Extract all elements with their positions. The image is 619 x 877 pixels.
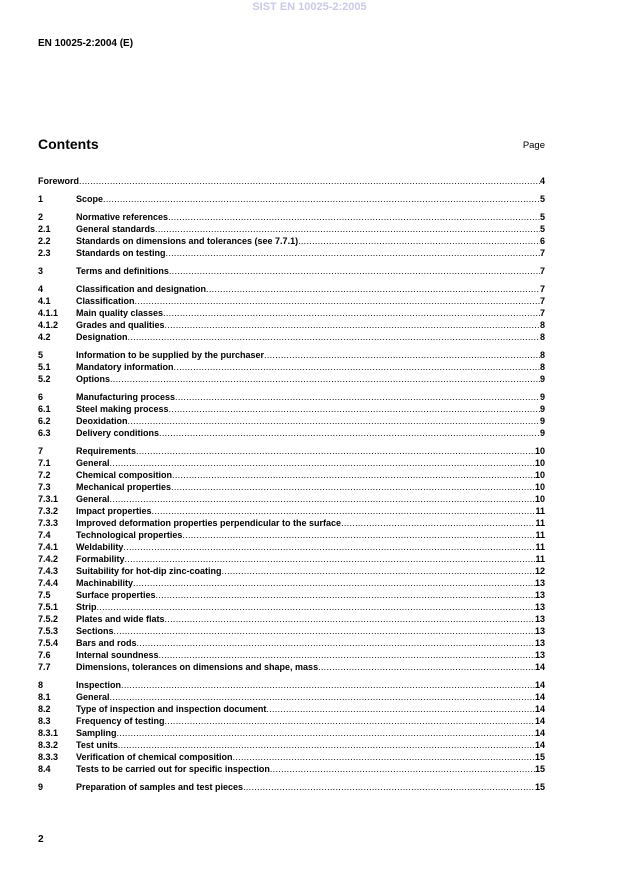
toc-entry-page: 13 <box>534 602 545 612</box>
toc-entry-title: General <box>76 692 110 702</box>
toc-entry-title: Dimensions, tolerances on dimensions and shape, mass <box>76 662 319 672</box>
toc-entry-page: 8 <box>539 332 545 342</box>
toc-entry-number: 8 <box>38 680 44 690</box>
toc-entry-page: 8 <box>539 362 545 372</box>
toc-entry-page: 7 <box>539 296 545 306</box>
toc-entry[interactable] <box>38 553 545 565</box>
toc-entry-page: 13 <box>534 590 545 600</box>
dot-leader <box>110 457 535 469</box>
toc-entry-title: Designation <box>76 332 128 342</box>
dot-leader <box>156 589 535 601</box>
toc-entry-page: 11 <box>535 506 545 516</box>
dot-leader <box>166 247 540 259</box>
toc-entry-page: 6 <box>539 236 545 246</box>
dot-leader <box>165 613 535 625</box>
toc-entry-page: 10 <box>534 494 545 504</box>
toc-entry-number: 6.1 <box>38 404 51 414</box>
toc-entry-number: 7.3 <box>38 482 51 492</box>
toc-entry-title: Delivery conditions <box>76 428 160 438</box>
toc-entry-number: 2.2 <box>38 236 51 246</box>
toc-entry[interactable] <box>38 211 545 223</box>
toc-entry-number: 4.1.1 <box>38 308 59 318</box>
toc-entry-number: 7 <box>38 446 44 456</box>
toc-entry-page: 5 <box>539 194 545 204</box>
toc-entry-number: 7.7 <box>38 662 51 672</box>
dot-leader <box>135 295 540 307</box>
toc-entry-number: 2.1 <box>38 224 51 234</box>
toc-entry-title: Classification <box>76 296 135 306</box>
toc-entry-page: 14 <box>534 704 545 714</box>
toc-entry[interactable] <box>38 223 545 235</box>
dot-leader <box>222 565 535 577</box>
dot-leader <box>169 403 540 415</box>
toc-entry[interactable] <box>38 193 545 205</box>
toc-entry[interactable] <box>38 403 545 415</box>
toc-entry-page: 7 <box>539 284 545 294</box>
toc-entry-number: 2 <box>38 212 44 222</box>
toc-entry-page: 9 <box>539 374 545 384</box>
toc-entry-title: Machinability <box>76 578 134 588</box>
toc-entry[interactable] <box>38 763 545 775</box>
toc-entry-number: 6.3 <box>38 428 51 438</box>
dot-leader <box>168 211 540 223</box>
dot-leader <box>97 601 535 613</box>
toc-entry-page: 14 <box>534 728 545 738</box>
toc-entry-number: 7.4.1 <box>38 542 59 552</box>
toc-entry-number: 7.5 <box>38 590 51 600</box>
toc-entry-number: 8.3 <box>38 716 51 726</box>
toc-entry[interactable] <box>38 637 545 649</box>
toc-entry-page: 7 <box>539 266 545 276</box>
toc-entry[interactable] <box>38 715 545 727</box>
toc-entry-page: 14 <box>534 716 545 726</box>
toc-entry-title: Mechanical properties <box>76 482 172 492</box>
dot-leader <box>266 703 535 715</box>
toc-entry-title: Steel making process <box>76 404 169 414</box>
toc-entry-page: 15 <box>534 764 545 774</box>
toc-entry-title: Preparation of samples and test pieces <box>76 782 244 792</box>
dot-leader <box>182 529 535 541</box>
dot-leader <box>155 223 540 235</box>
toc-entry[interactable] <box>38 691 545 703</box>
dot-leader <box>174 361 540 373</box>
dot-leader <box>233 751 535 763</box>
toc-entry[interactable] <box>38 517 545 529</box>
dot-leader <box>110 493 535 505</box>
toc-entry[interactable] <box>38 679 545 691</box>
table-of-contents <box>38 175 545 793</box>
toc-entry[interactable] <box>38 589 545 601</box>
toc-entry-page: 14 <box>534 740 545 750</box>
dot-leader <box>163 307 540 319</box>
toc-entry-page: 5 <box>539 224 545 234</box>
toc-entry-page: 11 <box>535 518 545 528</box>
toc-entry-number: 7.5.1 <box>38 602 59 612</box>
toc-entry-title: General standards <box>76 224 156 234</box>
toc-entry-number: 6 <box>38 392 44 402</box>
toc-entry[interactable] <box>38 727 545 739</box>
toc-entry[interactable] <box>38 529 545 541</box>
toc-entry-title: Standards on dimensions and tolerances (see 7.7.1) <box>76 236 299 246</box>
toc-entry-title: General <box>76 494 110 504</box>
toc-entry-title: Suitability for hot-dip zinc-coating <box>76 566 222 576</box>
toc-entry[interactable] <box>38 751 545 763</box>
toc-entry-number: 7.3.3 <box>38 518 59 528</box>
toc-entry-number: 4.1.2 <box>38 320 59 330</box>
toc-entry-title: Type of inspection and inspection document <box>76 704 267 714</box>
toc-entry-number: 2.3 <box>38 248 51 258</box>
toc-entry[interactable] <box>38 265 545 277</box>
toc-entry-title: General <box>76 458 110 468</box>
dot-leader <box>110 373 540 385</box>
toc-entry-title: Weldability <box>76 542 124 552</box>
toc-entry-title: Chemical composition <box>76 470 173 480</box>
dot-leader <box>172 469 535 481</box>
dot-leader <box>123 541 535 553</box>
toc-entry-title: Sampling <box>76 728 117 738</box>
dot-leader <box>264 349 540 361</box>
dot-leader <box>117 727 535 739</box>
toc-entry[interactable] <box>38 307 545 319</box>
toc-entry-number: 7.4.4 <box>38 578 59 588</box>
toc-entry[interactable] <box>38 391 545 403</box>
toc-entry-page: 14 <box>534 680 545 690</box>
dot-leader <box>270 763 535 775</box>
toc-entry-number: 7.1 <box>38 458 51 468</box>
toc-entry-page: 9 <box>539 416 545 426</box>
toc-entry-number: 7.3.1 <box>38 494 59 504</box>
toc-entry-page: 5 <box>539 212 545 222</box>
toc-entry[interactable] <box>38 505 545 517</box>
toc-entry-title: Impact properties <box>76 506 152 516</box>
toc-entry[interactable] <box>38 577 545 589</box>
toc-entry-number: 8.4 <box>38 764 51 774</box>
dot-leader <box>137 637 535 649</box>
toc-entry-title: Strip <box>76 602 97 612</box>
toc-entry[interactable] <box>38 457 545 469</box>
toc-entry-title: Plates and wide flats <box>76 614 165 624</box>
toc-entry-number: 5 <box>38 350 44 360</box>
toc-entry[interactable] <box>38 361 545 373</box>
dot-leader <box>243 781 535 793</box>
toc-entry-title: Test units <box>76 740 118 750</box>
toc-entry[interactable] <box>38 349 545 361</box>
toc-entry-title: Sections <box>76 626 114 636</box>
toc-entry-title: Normative references <box>76 212 169 222</box>
toc-entry[interactable] <box>38 661 545 673</box>
toc-entry-title: Information to be supplied by the purchaser <box>76 350 265 360</box>
toc-entry-number: 7.2 <box>38 470 51 480</box>
toc-entry[interactable] <box>38 625 545 637</box>
toc-entry-page: 10 <box>534 470 545 480</box>
toc-entry[interactable] <box>38 493 545 505</box>
toc-entry-title: Mandatory information <box>76 362 174 372</box>
toc-entry-title: Scope <box>76 194 104 204</box>
toc-entry-title: Manufacturing process <box>76 392 176 402</box>
toc-entry[interactable] <box>38 283 545 295</box>
toc-entry-page: 10 <box>534 446 545 456</box>
toc-entry[interactable] <box>38 601 545 613</box>
page-column-label: Page <box>522 140 545 151</box>
dot-leader <box>159 649 535 661</box>
toc-entry-page: 8 <box>539 320 545 330</box>
toc-entry[interactable] <box>38 781 545 793</box>
toc-entry-number: 7.4 <box>38 530 51 540</box>
dot-leader <box>165 319 540 331</box>
toc-entry-title: Technological properties <box>76 530 183 540</box>
toc-entry-number: 6.2 <box>38 416 51 426</box>
toc-entry-page: 15 <box>534 752 545 762</box>
toc-entry-title: Options <box>76 374 110 384</box>
dot-leader <box>136 445 535 457</box>
dot-leader <box>169 265 540 277</box>
toc-entry-title: Grades and qualities <box>76 320 165 330</box>
toc-entry[interactable] <box>38 445 545 457</box>
toc-entry-page: 9 <box>539 404 545 414</box>
toc-entry-page: 13 <box>534 626 545 636</box>
toc-entry-page: 7 <box>539 248 545 258</box>
toc-entry-page: 4 <box>539 176 545 186</box>
toc-entry-title: Formability <box>76 554 125 564</box>
toc-entry-number: 4.1 <box>38 296 51 306</box>
toc-entry[interactable] <box>38 481 545 493</box>
page-number: 2 <box>38 834 44 845</box>
toc-entry-page: 15 <box>534 782 545 792</box>
toc-entry-page: 10 <box>534 458 545 468</box>
toc-entry-title: Frequency of testing <box>76 716 165 726</box>
dot-leader <box>128 331 540 343</box>
toc-entry[interactable] <box>38 739 545 751</box>
dot-leader <box>171 481 535 493</box>
toc-entry-page: 13 <box>534 614 545 624</box>
toc-entry-title: Deoxidation <box>76 416 128 426</box>
dot-leader <box>103 193 540 205</box>
dot-leader <box>175 391 540 403</box>
toc-entry-page: 11 <box>535 530 545 540</box>
toc-entry-number: 7.4.3 <box>38 566 59 576</box>
toc-entry-page: 13 <box>534 650 545 660</box>
toc-entry-title: Foreword <box>38 176 80 186</box>
dot-leader <box>114 625 535 637</box>
toc-entry-page: 9 <box>539 428 545 438</box>
watermark: SIST EN 10025-2:2005 <box>252 1 367 13</box>
toc-entry-number: 5.2 <box>38 374 51 384</box>
toc-entry-title: Terms and definitions <box>76 266 169 276</box>
toc-entry[interactable] <box>38 613 545 625</box>
toc-entry-title: Inspection <box>76 680 122 690</box>
toc-entry-number: 9 <box>38 782 44 792</box>
toc-entry-title: Classification and designation <box>76 284 207 294</box>
toc-entry[interactable] <box>38 319 545 331</box>
toc-entry[interactable] <box>38 331 545 343</box>
toc-entry-page: 13 <box>534 638 545 648</box>
dot-leader <box>152 505 536 517</box>
toc-entry-number: 7.4.2 <box>38 554 59 564</box>
toc-entry-number: 7.5.3 <box>38 626 59 636</box>
toc-entry-page: 11 <box>535 554 545 564</box>
dot-leader <box>318 661 535 673</box>
dot-leader <box>125 553 536 565</box>
contents-title: Contents <box>38 136 99 152</box>
dot-leader <box>79 175 540 187</box>
toc-entry[interactable] <box>38 247 545 259</box>
toc-entry-number: 8.1 <box>38 692 51 702</box>
toc-entry-page: 11 <box>535 542 545 552</box>
dot-leader <box>206 283 540 295</box>
toc-entry-title: Standards on testing <box>76 248 166 258</box>
toc-entry-number: 1 <box>38 194 44 204</box>
toc-entry-title: Internal soundness <box>76 650 159 660</box>
toc-entry[interactable] <box>38 469 545 481</box>
dot-leader <box>298 235 540 247</box>
toc-entry-number: 8.2 <box>38 704 51 714</box>
dot-leader <box>110 691 535 703</box>
dot-leader <box>118 739 535 751</box>
toc-entry-page: 7 <box>539 308 545 318</box>
toc-entry[interactable] <box>38 235 545 247</box>
toc-entry[interactable] <box>38 373 545 385</box>
dot-leader <box>128 415 540 427</box>
dot-leader <box>341 517 535 529</box>
toc-entry[interactable] <box>38 415 545 427</box>
toc-entry-number: 7.6 <box>38 650 51 660</box>
dot-leader <box>133 577 535 589</box>
toc-entry-number: 7.5.4 <box>38 638 59 648</box>
toc-entry[interactable] <box>38 427 545 439</box>
toc-entry-title: Requirements <box>76 446 137 456</box>
toc-entry-page: 14 <box>534 692 545 702</box>
toc-entry-page: 10 <box>534 482 545 492</box>
toc-entry-number: 3 <box>38 266 44 276</box>
toc-entry-page: 12 <box>534 566 545 576</box>
toc-entry[interactable] <box>38 649 545 661</box>
toc-entry-number: 7.3.2 <box>38 506 59 516</box>
toc-entry-number: 8.3.2 <box>38 740 59 750</box>
toc-entry[interactable] <box>38 565 545 577</box>
toc-entry-title: Tests to be carried out for specific inspection <box>76 764 270 774</box>
toc-entry-number: 7.5.2 <box>38 614 59 624</box>
toc-entry-page: 8 <box>539 350 545 360</box>
toc-entry[interactable] <box>38 295 545 307</box>
toc-entry-number: 4 <box>38 284 44 294</box>
dot-leader <box>159 427 540 439</box>
dot-leader <box>121 679 535 691</box>
toc-entry[interactable] <box>38 703 545 715</box>
dot-leader <box>165 715 535 727</box>
toc-entry-number: 5.1 <box>38 362 51 372</box>
toc-entry-title: Bars and rods <box>76 638 137 648</box>
toc-entry-page: 9 <box>539 392 545 402</box>
toc-entry-title: Surface properties <box>76 590 156 600</box>
toc-entry[interactable] <box>38 541 545 553</box>
toc-entry-title: Verification of chemical composition <box>76 752 233 762</box>
toc-entry-page: 14 <box>534 662 545 672</box>
toc-entry-page: 13 <box>534 578 545 588</box>
toc-entry[interactable] <box>38 175 545 187</box>
toc-entry-number: 8.3.1 <box>38 728 59 738</box>
toc-entry-title: Main quality classes <box>76 308 164 318</box>
toc-entry-number: 8.3.3 <box>38 752 59 762</box>
toc-entry-title: Improved deformation properties perpendicular to the surface <box>76 518 342 528</box>
toc-entry-number: 4.2 <box>38 332 51 342</box>
document-header: EN 10025-2:2004 (E) <box>38 38 134 49</box>
